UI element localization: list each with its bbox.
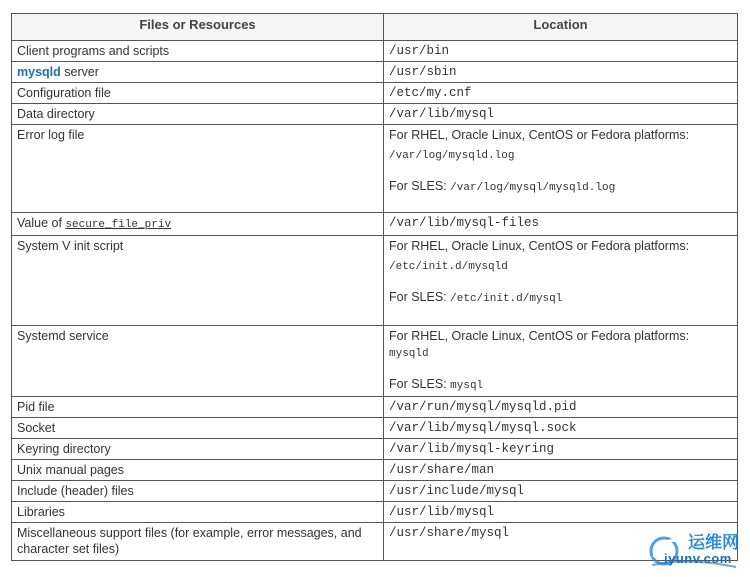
- watermark-url: iyunv.com: [664, 551, 732, 566]
- table-row: [12, 236, 738, 326]
- resource-location: /var/lib/mysql-keyring: [384, 439, 738, 460]
- rhel-label: For RHEL, Oracle Linux, CentOS or Fedora platforms:: [389, 329, 690, 343]
- resource-location: /etc/my.cnf: [384, 83, 738, 104]
- table-row: [12, 83, 738, 104]
- resource-location: [384, 125, 738, 213]
- resource-location: /usr/share/mysql: [384, 523, 738, 561]
- table-row: [12, 460, 738, 481]
- resource-name: Client programs and scripts: [12, 41, 384, 62]
- resource-name: [12, 213, 384, 236]
- sles-label: For SLES:: [389, 179, 451, 193]
- table-row: [12, 213, 738, 236]
- column-header-location: Location: [384, 14, 738, 41]
- table-row: [12, 104, 738, 125]
- resource-location: /var/lib/mysql-files: [384, 213, 738, 236]
- table-row: [12, 502, 738, 523]
- resource-name: Unix manual pages: [12, 460, 384, 481]
- resource-location: /usr/sbin: [384, 62, 738, 83]
- sles-path: mysql: [450, 380, 484, 392]
- resource-name-suffix: server: [60, 65, 99, 79]
- resource-name: Configuration file: [12, 83, 384, 104]
- resource-name: Keyring directory: [12, 439, 384, 460]
- rhel-path: /etc/init.d/mysqld: [389, 261, 508, 273]
- rhel-path: /var/log/mysqld.log: [389, 150, 515, 162]
- rhel-path: mysqld: [389, 348, 429, 360]
- table-row: [12, 523, 738, 561]
- rhel-label: For RHEL, Oracle Linux, CentOS or Fedora platforms:: [389, 128, 690, 142]
- table-row: [12, 41, 738, 62]
- resource-name: System V init script: [12, 236, 384, 326]
- resource-location: [384, 326, 738, 397]
- resource-location: /usr/lib/mysql: [384, 502, 738, 523]
- resource-location: /var/lib/mysql/mysql.sock: [384, 418, 738, 439]
- resource-name: Socket: [12, 418, 384, 439]
- resource-name: Data directory: [12, 104, 384, 125]
- mysqld-link[interactable]: mysqld: [17, 65, 61, 79]
- table-header-row: [12, 14, 738, 41]
- rhel-line: [389, 328, 732, 362]
- resource-name: [12, 62, 384, 83]
- table-row: [12, 125, 738, 213]
- resource-name: Error log file: [12, 125, 384, 213]
- files-resources-table: [11, 13, 738, 561]
- sles-line: [389, 376, 732, 394]
- table-row: [12, 62, 738, 83]
- resource-name: Libraries: [12, 502, 384, 523]
- sles-path: /var/log/mysql/mysqld.log: [450, 182, 616, 194]
- column-header-files: Files or Resources: [12, 14, 384, 41]
- sles-path: /etc/init.d/mysql: [450, 293, 563, 305]
- secure-file-priv-link[interactable]: secure_file_priv: [65, 219, 172, 231]
- sles-label: For SLES:: [389, 290, 451, 304]
- table-row: [12, 481, 738, 502]
- resource-name: Miscellaneous support files (for example, error messages, and character set files): [12, 523, 384, 561]
- table-row: [12, 326, 738, 397]
- resource-location: /usr/include/mysql: [384, 481, 738, 502]
- resource-location: /var/run/mysql/mysqld.pid: [384, 397, 738, 418]
- table-row: [12, 397, 738, 418]
- table-row: [12, 418, 738, 439]
- resource-location: /var/lib/mysql: [384, 104, 738, 125]
- resource-location: /usr/bin: [384, 41, 738, 62]
- resource-name: Pid file: [12, 397, 384, 418]
- watermark-title: 运维网: [688, 533, 739, 552]
- resource-name-prefix: Value of: [17, 216, 66, 230]
- sles-label: For SLES:: [389, 377, 451, 391]
- resource-name: Include (header) files: [12, 481, 384, 502]
- resource-name: Systemd service: [12, 326, 384, 397]
- resource-location: /usr/share/man: [384, 460, 738, 481]
- resource-location: [384, 236, 738, 326]
- sles-line: [389, 289, 732, 307]
- sles-line: [389, 178, 732, 196]
- rhel-label: For RHEL, Oracle Linux, CentOS or Fedora platforms:: [389, 239, 690, 253]
- table-row: [12, 439, 738, 460]
